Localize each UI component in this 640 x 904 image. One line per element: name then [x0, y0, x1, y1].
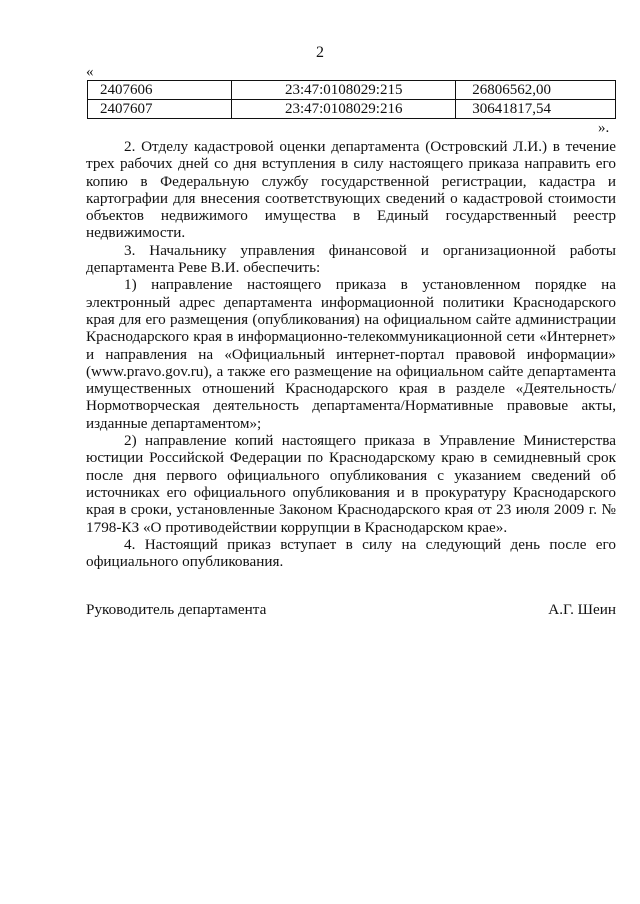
paragraph-item-3: 3. Начальнику управления финансовой и организационной работы департамента Реве В.И. обеспечить: [86, 241, 616, 277]
parcel-table [87, 80, 616, 119]
table-cell-cadastral-value: 26806562,00 [456, 81, 616, 100]
paragraph-item-2: 2. Отделу кадастровой оценки департамента (Островский Л.И.) в течение трех рабочих дней со дня вступления в силу настоящего приказа направить его копию в Федеральную службу государственной регистрации, кадастра и картографии для внесения соответствующих сведений о кадастровой стоимости объектов недвижимого имущества в Единый государственный реестр недвижимости. [86, 138, 616, 242]
opening-quote: « [86, 64, 94, 80]
table-cell-id: 2407606 [88, 81, 232, 100]
paragraph-subitem-2: 2) направление копий настоящего приказа в Управление Министерства юстиции Российской Федерации по Краснодарскому краю в семидневный срок после дня первого официального опубликования с указанием сведений об источниках его официального опубликования и в прокуратуру Краснодарского края в сроки, установленные Законом Краснодарского края от 23 июля 2009 г. № 1798-КЗ «О противодействии коррупции в Краснодарском крае». [86, 432, 616, 536]
closing-quote: ». [598, 120, 610, 136]
table-cell-cadastral-value: 30641817,54 [456, 100, 616, 119]
page-number: 2 [316, 44, 324, 61]
order-body [86, 138, 616, 570]
table-row [88, 100, 616, 119]
signatory-title: Руководитель департамента [86, 601, 267, 618]
paragraph-item-4: 4. Настоящий приказ вступает в силу на следующий день после его официального опубликования. [86, 535, 616, 571]
table-cell-cadastral-number: 23:47:0108029:216 [232, 100, 456, 119]
signatory-name: А.Г. Шеин [548, 601, 616, 618]
table-row [88, 81, 616, 100]
paragraph-subitem-1: 1) направление настоящего приказа в установленном порядке на электронный адрес департамента информационной политики Краснодарского края для его размещения (опубликования) на официальном сайте администрации Краснодарского края в информационно-телекоммуникационной сети «Интернет» и направления на «Официальный интернет-портал правовой информации» (www.pravo.gov.ru), а также его размещение на официальном сайте департамента имущественных отношений Краснодарского края в разделе «Деятельность/Нормотворческая деятельность департамента/Нормативные правовые акты, изданные департаментом»; [86, 276, 616, 432]
table-cell-id: 2407607 [88, 100, 232, 119]
table-cell-cadastral-number: 23:47:0108029:215 [232, 81, 456, 100]
